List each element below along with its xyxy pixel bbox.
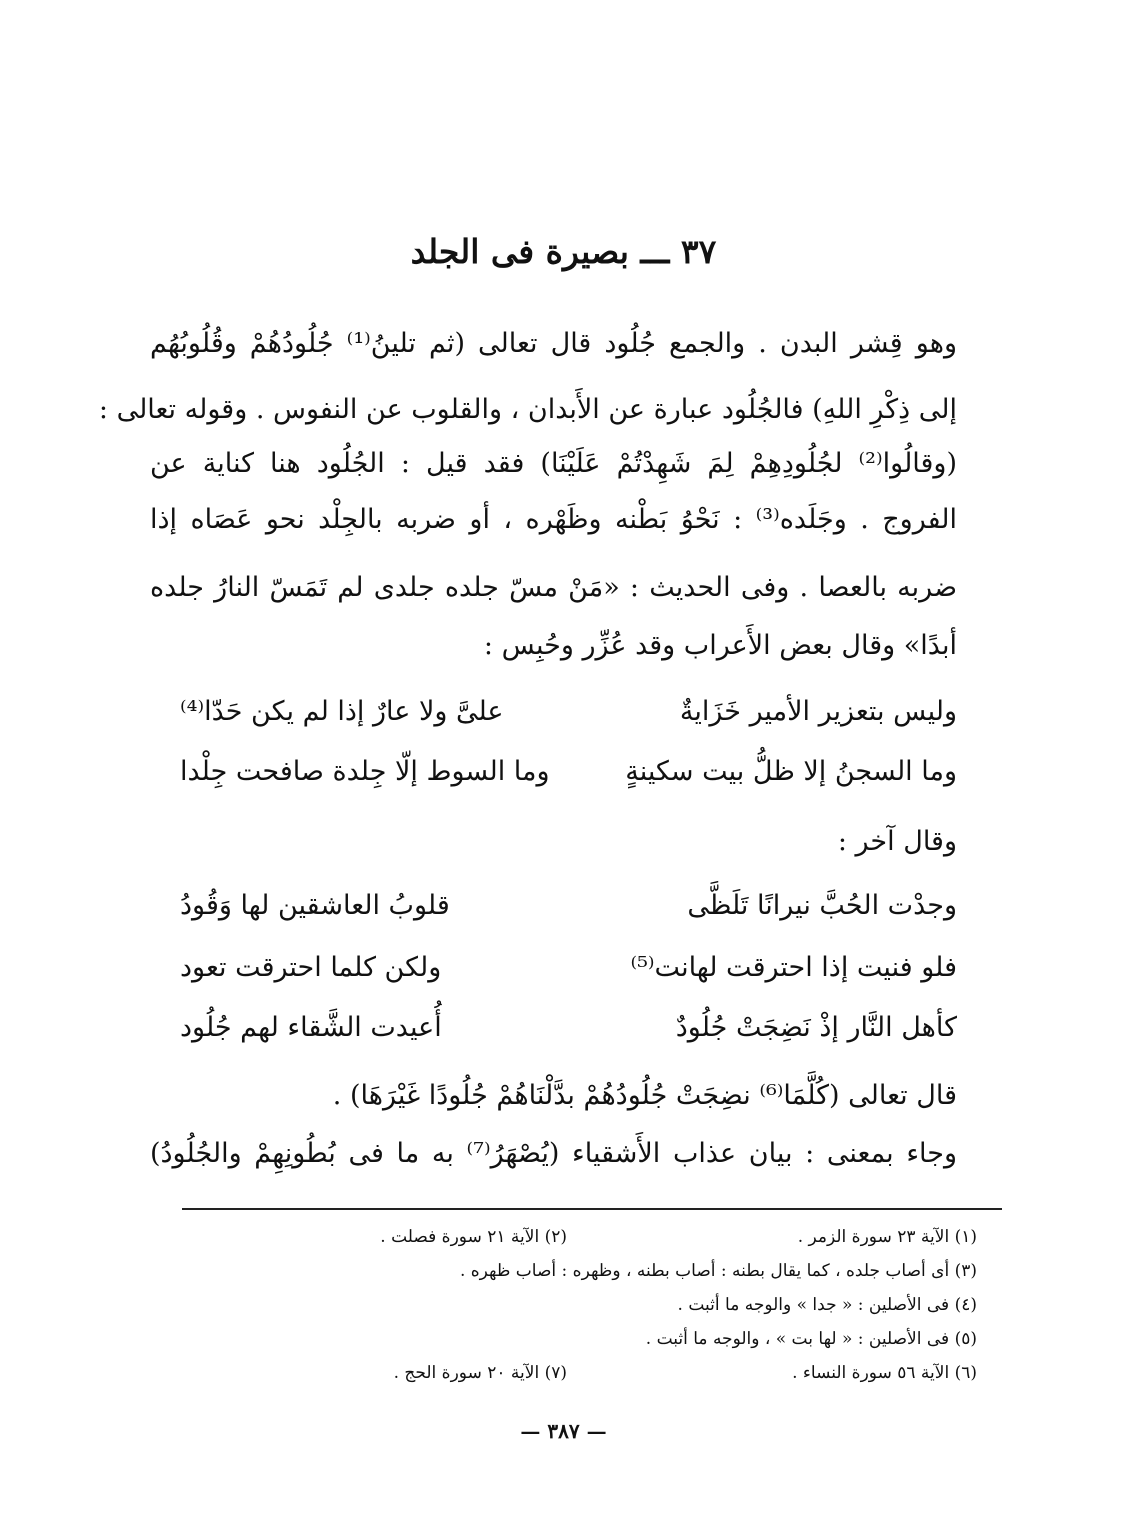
- footnote: (١) الآية ٢٣ سورة الزمر .: [797, 1227, 977, 1247]
- verse-line: [180, 946, 957, 990]
- footnote: (٦) الآية ٥٦ سورة النساء .: [792, 1363, 977, 1383]
- hemistich-first: كأهل النَّار إذْ نَضِجَتْ جُلُودٌ: [675, 1012, 957, 1043]
- body-line: وهو قِشر البدن . والجمع جُلُود قال تعالى (ثم تلينُ⁽¹⁾ جُلُودُهُمْ وقُلُوبُهُم: [150, 328, 957, 359]
- footnote: (٥) فى الأصلين : « لها بت » ، والوجه ما أثبت .: [645, 1329, 977, 1349]
- hemistich-first: وجدْت الحُبَّ نيرانًا تَلَظَّى: [687, 890, 957, 921]
- hemistich-second: علىَّ ولا عارٌ إذا لم يكن حَدّا⁽⁴⁾: [180, 696, 504, 727]
- hemistich-second: ولكن كلما احترقت تعود: [180, 952, 442, 983]
- verse-line: [180, 750, 957, 794]
- hemistich-second: أُعيدت الشَّقاء لهم جُلُود: [180, 1012, 442, 1043]
- footnote: (٣) أى أصاب جلده ، كما يقال بطنه : أصاب بطنه ، وظهره : أصاب ظهره .: [459, 1261, 977, 1281]
- body-line: قال تعالى (كُلَّمَا⁽⁶⁾ نضِجَتْ جُلُودُهُمْ بدَّلْنَاهُمْ جُلُودًا غَيْرَهَا) .: [332, 1080, 957, 1111]
- verse-line: [180, 690, 957, 734]
- page-number: — ٣٨٧ —: [520, 1419, 607, 1443]
- body-line: ضربه بالعصا . وفى الحديث : «مَنْ مسّ جلده جلدى لم تَمَسّ النارُ جلده: [150, 572, 957, 603]
- footnote: (٤) فى الأصلين : « جدا » والوجه ما أثبت .: [677, 1295, 977, 1315]
- hemistich-second: قلوبُ العاشقين لها وَقُودُ: [180, 890, 450, 921]
- verse-line: [180, 884, 957, 928]
- poem-intro: وقال آخر :: [837, 826, 957, 857]
- body-line: أبدًا» وقال بعض الأَعراب وقد عُزِّر وحُبِس :: [483, 630, 957, 661]
- hemistich-first: وما السجنُ إلا ظلُّ بيت سكينةٍ: [625, 756, 957, 787]
- footnote: (٢) الآية ٢١ سورة فصلت .: [380, 1227, 567, 1247]
- section-heading: ٣٧ ـــ بصيرة فى الجلد: [410, 232, 717, 271]
- verse-line: [180, 1006, 957, 1050]
- hemistich-second: وما السوط إلّا جِلدة صافحت جِلْدا: [180, 756, 550, 787]
- hemistich-first: فلو فنيت إذا احترقت لهانت⁽⁵⁾: [630, 952, 957, 983]
- footnote: (٧) الآية ٢٠ سورة الحج .: [393, 1363, 567, 1383]
- body-line: وجاء بمعنى : بيان عذاب الأَشقياء (يُصْهَرُ⁽⁷⁾ به ما فى بُطُونِهِمْ والجُلُودُ): [150, 1138, 957, 1169]
- body-line: (وقالُوا⁽²⁾ لجُلُودِهِمْ لِمَ شَهِدْتُمْ عَلَيْنَا) فقد قيل : الجُلُود هنا كناية عن: [150, 448, 957, 479]
- hemistich-first: وليس بتعزير الأمير خَزَايةٌ: [679, 696, 957, 727]
- body-line: إلى ذِكْرِ اللهِ) فالجُلُود عبارة عن الأَبدان ، والقلوب عن النفوس . وقوله تعالى :: [98, 394, 957, 425]
- body-line: الفروج . وجَلَده⁽³⁾ : نَحْوُ بَطْنه وظَهْره ، أو ضربه بالجِلْد نحو عَصَاه إذا: [150, 504, 957, 535]
- footnote-divider: [182, 1208, 1002, 1210]
